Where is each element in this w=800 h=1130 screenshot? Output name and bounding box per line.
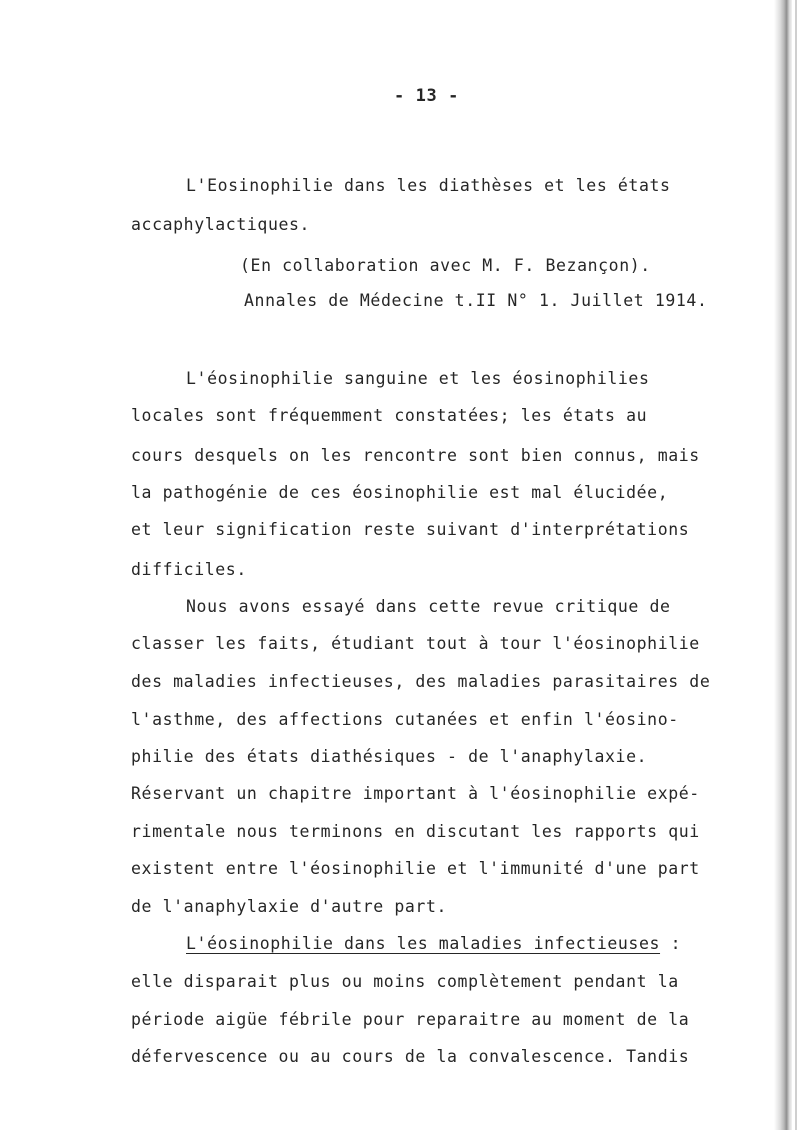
body-line: difficiles. (131, 560, 247, 579)
body-line: Nous avons essayé dans cette revue critique de (186, 597, 671, 616)
body-line: des maladies infectieuses, des maladies parasitaires de (131, 672, 711, 691)
body-line: défervescence ou au cours de la convalescence. Tandis (131, 1047, 690, 1066)
section-heading-line (186, 934, 681, 954)
body-line: et leur signification reste suivant d'interprétations (131, 520, 690, 539)
publication-reference: Annales de Médecine t.II N° 1. Juillet 1914. (244, 291, 708, 310)
body-line: rimentale nous terminons en discutant les rapports qui (131, 822, 700, 841)
body-line: cours desquels on les rencontre sont bien connus, mais (131, 446, 700, 465)
article-title-line-1: L'Eosinophilie dans les diathèses et les états (186, 176, 671, 195)
page-edge-line (795, 0, 797, 1130)
article-title-line-2: accaphylactiques. (131, 215, 311, 234)
body-line: la pathogénie de ces éosinophilie est mal élucidée, (131, 483, 669, 502)
body-line: classer les faits, étudiant tout à tour l'éosinophilie (131, 634, 700, 653)
section-heading-colon: : (660, 934, 682, 953)
body-line: de l'anaphylaxie d'autre part. (131, 897, 448, 916)
body-line: l'asthme, des affections cutanées et enfin l'éosino- (131, 710, 679, 729)
page-number: - 13 - (394, 86, 460, 106)
body-line: philie des états diathésiques - de l'anaphylaxie. (131, 747, 648, 766)
collaboration-note: (En collaboration avec M. F. Bezançon). (240, 256, 651, 275)
section-heading: L'éosinophilie dans les maladies infectieuses (186, 934, 661, 953)
body-line: locales sont fréquemment constatées; les états au (131, 406, 648, 425)
page-edge-shadow (774, 0, 792, 1130)
body-line: existent entre l'éosinophilie et l'immunité d'une part (131, 859, 700, 878)
body-line: elle disparait plus ou moins complètement pendant la (131, 972, 679, 991)
body-line: L'éosinophilie sanguine et les éosinophilies (186, 369, 650, 388)
body-line: Réservant un chapitre important à l'éosinophilie expé- (131, 784, 700, 803)
body-line: période aigüe fébrile pour reparaitre au moment de la (131, 1010, 690, 1029)
